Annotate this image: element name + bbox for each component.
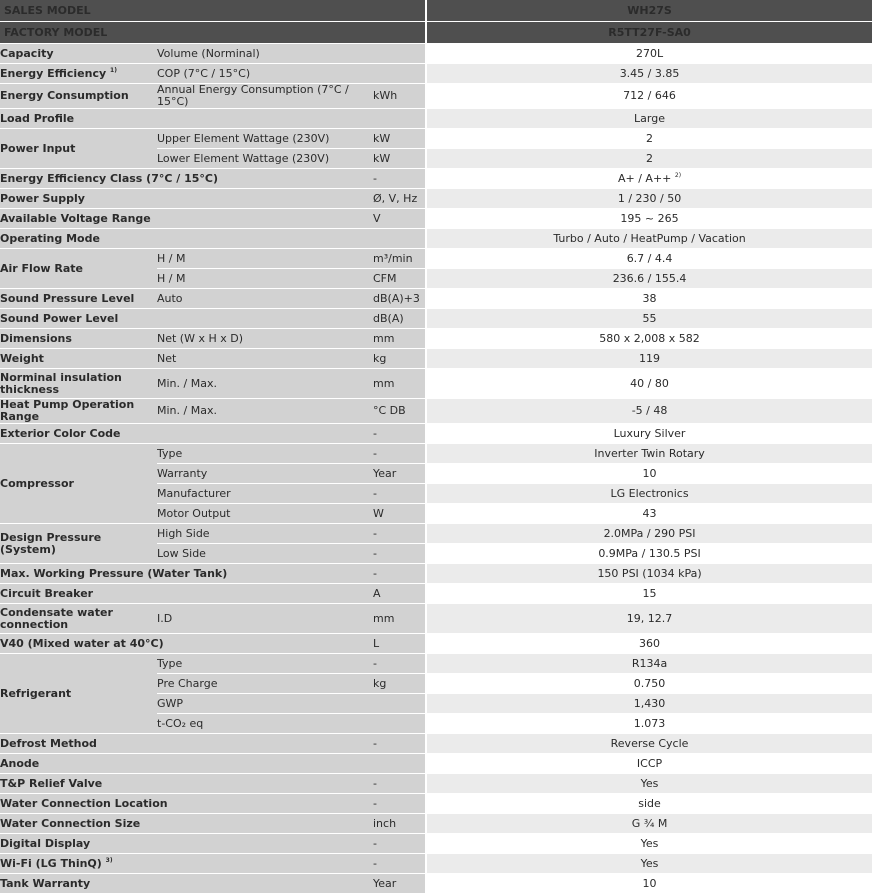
spec-sub: Auto — [157, 289, 373, 309]
spec-value: 10 — [426, 464, 872, 484]
spec-row-insulation — [0, 369, 872, 399]
spec-name-line-1: Norminal insulation — [0, 370, 122, 384]
spec-unit: - — [373, 544, 426, 564]
spec-name: Air Flow Rate — [0, 249, 157, 289]
spec-name: Weight — [0, 349, 157, 369]
spec-unit: dB(A)+3 — [373, 289, 426, 309]
factory-model-label: FACTORY MODEL — [0, 22, 426, 44]
spec-value: side — [426, 794, 872, 814]
spec-name: Anode — [0, 754, 373, 774]
spec-name: Capacity — [0, 44, 157, 64]
spec-sub: Motor Output — [157, 504, 373, 524]
factory-model-row — [0, 22, 872, 44]
spec-name: Available Voltage Range — [0, 209, 373, 229]
spec-row-sound-pressure — [0, 289, 872, 309]
spec-row-water-size — [0, 814, 872, 834]
spec-value: 1 / 230 / 50 — [426, 189, 872, 209]
footnote-marker: 3) — [105, 856, 113, 864]
spec-name: V40 (Mixed water at 40°C) — [0, 634, 373, 654]
spec-value: 55 — [426, 309, 872, 329]
spec-sub: High Side — [157, 524, 373, 544]
spec-value: -5 / 48 — [426, 399, 872, 424]
spec-sub: Annual Energy Consumption (7°C / 15°C) — [157, 84, 373, 109]
spec-sub: Type — [157, 444, 373, 464]
spec-name — [0, 854, 373, 874]
spec-name: Defrost Method — [0, 734, 373, 754]
spec-unit: - — [373, 794, 426, 814]
spec-row-energy-class — [0, 169, 872, 189]
spec-name: Energy Efficiency Class (7°C / 15°C) — [0, 169, 373, 189]
spec-unit: CFM — [373, 269, 426, 289]
spec-name — [0, 604, 157, 634]
spec-value: 150 PSI (1034 kPa) — [426, 564, 872, 584]
spec-sub — [157, 109, 373, 129]
spec-name: Power Supply — [0, 189, 373, 209]
spec-unit: - — [373, 424, 426, 444]
factory-model-value: R5TT27F-SA0 — [426, 22, 872, 44]
spec-value: 0.750 — [426, 674, 872, 694]
spec-name: Exterior Color Code — [0, 424, 373, 444]
spec-sub: Net — [157, 349, 373, 369]
spec-value: 1.073 — [426, 714, 872, 734]
spec-value: 10 — [426, 874, 872, 894]
spec-value — [426, 169, 872, 189]
spec-row-weight — [0, 349, 872, 369]
spec-name — [0, 369, 157, 399]
spec-name-line-1: Condensate water — [0, 605, 113, 619]
spec-value-text: A+ / A++ — [617, 171, 672, 185]
spec-value: 40 / 80 — [426, 369, 872, 399]
spec-row-compressor-type — [0, 444, 872, 464]
spec-value: 0.9MPa / 130.5 PSI — [426, 544, 872, 564]
spec-value: 580 x 2,008 x 582 — [426, 329, 872, 349]
spec-unit — [373, 714, 426, 734]
spec-unit: - — [373, 834, 426, 854]
spec-row-power-input-upper — [0, 129, 872, 149]
spec-row-wifi — [0, 854, 872, 874]
spec-sub: Upper Element Wattage (230V) — [157, 129, 373, 149]
spec-row-load-profile — [0, 109, 872, 129]
spec-row-refrigerant-type — [0, 654, 872, 674]
spec-row-energy-efficiency — [0, 64, 872, 84]
spec-row-operating-mode — [0, 229, 872, 249]
spec-value: Large — [426, 109, 872, 129]
spec-value: R134a — [426, 654, 872, 674]
spec-unit: L — [373, 634, 426, 654]
spec-name: Dimensions — [0, 329, 157, 349]
spec-value: 119 — [426, 349, 872, 369]
spec-value: Luxury Silver — [426, 424, 872, 444]
spec-row-max-pressure — [0, 564, 872, 584]
spec-sub: Net (W x H x D) — [157, 329, 373, 349]
spec-name: Circuit Breaker — [0, 584, 373, 604]
spec-name: Digital Display — [0, 834, 373, 854]
spec-name: Refrigerant — [0, 654, 157, 734]
spec-row-tank-warranty — [0, 874, 872, 894]
spec-unit: - — [373, 169, 426, 189]
spec-name: Heat Pump Operation Range — [0, 399, 157, 424]
spec-value: Turbo / Auto / HeatPump / Vacation — [426, 229, 872, 249]
sales-model-row — [0, 0, 872, 22]
spec-unit: inch — [373, 814, 426, 834]
spec-row-digital-display — [0, 834, 872, 854]
spec-unit: - — [373, 564, 426, 584]
spec-unit — [373, 229, 426, 249]
spec-unit: - — [373, 484, 426, 504]
spec-value: Yes — [426, 854, 872, 874]
spec-unit: mm — [373, 329, 426, 349]
spec-sub: Low Side — [157, 544, 373, 564]
spec-row-heat-pump-range — [0, 399, 872, 424]
spec-unit: kg — [373, 674, 426, 694]
spec-value: Inverter Twin Rotary — [426, 444, 872, 464]
spec-row-design-pressure-high — [0, 524, 872, 544]
spec-name: Operating Mode — [0, 229, 373, 249]
spec-value: 2 — [426, 149, 872, 169]
spec-name: Sound Power Level — [0, 309, 373, 329]
spec-unit: - — [373, 524, 426, 544]
spec-value: 195 ~ 265 — [426, 209, 872, 229]
spec-unit — [373, 109, 426, 129]
spec-value: 43 — [426, 504, 872, 524]
spec-unit: Ø, V, Hz — [373, 189, 426, 209]
spec-row-defrost — [0, 734, 872, 754]
spec-name-line-2: thickness — [0, 382, 60, 396]
spec-unit: W — [373, 504, 426, 524]
spec-name: Energy Consumption — [0, 84, 157, 109]
spec-sub: Warranty — [157, 464, 373, 484]
spec-sub: GWP — [157, 694, 373, 714]
spec-value: ICCP — [426, 754, 872, 774]
spec-unit: V — [373, 209, 426, 229]
spec-row-energy-consumption — [0, 84, 872, 109]
spec-unit: - — [373, 444, 426, 464]
spec-row-v40 — [0, 634, 872, 654]
spec-value: LG Electronics — [426, 484, 872, 504]
spec-name: Max. Working Pressure (Water Tank) — [0, 564, 373, 584]
spec-sub: H / M — [157, 249, 373, 269]
spec-value: 15 — [426, 584, 872, 604]
spec-name: Compressor — [0, 444, 157, 524]
spec-unit: dB(A) — [373, 309, 426, 329]
spec-value: 19, 12.7 — [426, 604, 872, 634]
spec-unit: A — [373, 584, 426, 604]
spec-unit: mm — [373, 369, 426, 399]
spec-name: Design Pressure (System) — [0, 524, 157, 564]
spec-row-power-supply — [0, 189, 872, 209]
spec-unit: kWh — [373, 84, 426, 109]
spec-unit: °C DB — [373, 399, 426, 424]
spec-sub: COP (7°C / 15°C) — [157, 64, 373, 84]
spec-unit — [373, 754, 426, 774]
spec-unit — [373, 694, 426, 714]
spec-name: Sound Pressure Level — [0, 289, 157, 309]
spec-row-dimensions — [0, 329, 872, 349]
spec-row-condensate — [0, 604, 872, 634]
spec-sub: t-CO₂ eq — [157, 714, 373, 734]
spec-sub: Min. / Max. — [157, 369, 373, 399]
spec-unit: mm — [373, 604, 426, 634]
spec-sub: H / M — [157, 269, 373, 289]
spec-unit: Year — [373, 874, 426, 894]
spec-row-sound-power — [0, 309, 872, 329]
spec-name: Power Input — [0, 129, 157, 169]
spec-name — [0, 64, 157, 84]
spec-row-circuit-breaker — [0, 584, 872, 604]
spec-row-air-flow-m3 — [0, 249, 872, 269]
spec-row-voltage-range — [0, 209, 872, 229]
spec-name: Water Connection Location — [0, 794, 373, 814]
spec-name-line-2: connection — [0, 617, 69, 631]
spec-row-capacity — [0, 44, 872, 64]
spec-sub: Type — [157, 654, 373, 674]
spec-row-water-location — [0, 794, 872, 814]
spec-unit: - — [373, 854, 426, 874]
spec-value: 712 / 646 — [426, 84, 872, 109]
spec-row-anode — [0, 754, 872, 774]
spec-value: Reverse Cycle — [426, 734, 872, 754]
spec-sub: Pre Charge — [157, 674, 373, 694]
spec-value: 38 — [426, 289, 872, 309]
spec-value: Yes — [426, 834, 872, 854]
spec-name: T&P Relief Valve — [0, 774, 373, 794]
spec-name: Water Connection Size — [0, 814, 373, 834]
spec-name-text: Energy Efficiency — [0, 66, 107, 80]
spec-value: 2.0MPa / 290 PSI — [426, 524, 872, 544]
spec-value: 236.6 / 155.4 — [426, 269, 872, 289]
spec-row-exterior-color — [0, 424, 872, 444]
spec-sub: Volume (Norminal) — [157, 44, 373, 64]
spec-unit: m³/min — [373, 249, 426, 269]
spec-sub: I.D — [157, 604, 373, 634]
spec-unit: Year — [373, 464, 426, 484]
spec-sub: Lower Element Wattage (230V) — [157, 149, 373, 169]
spec-unit: kg — [373, 349, 426, 369]
spec-row-tp-valve — [0, 774, 872, 794]
spec-unit: - — [373, 734, 426, 754]
spec-name: Tank Warranty — [0, 874, 373, 894]
spec-sub: Min. / Max. — [157, 399, 373, 424]
spec-sub: Manufacturer — [157, 484, 373, 504]
sales-model-label: SALES MODEL — [0, 0, 426, 22]
spec-unit: kW — [373, 129, 426, 149]
sales-model-value: WH27S — [426, 0, 872, 22]
footnote-marker: 1) — [110, 66, 117, 74]
spec-unit: kW — [373, 149, 426, 169]
spec-value: 270L — [426, 44, 872, 64]
spec-unit — [373, 64, 426, 84]
spec-unit: - — [373, 774, 426, 794]
footnote-marker: 2) — [674, 171, 682, 179]
spec-value: 360 — [426, 634, 872, 654]
spec-name-text: Wi-Fi (LG ThinQ) — [0, 856, 102, 870]
spec-value: 3.45 / 3.85 — [426, 64, 872, 84]
spec-value: 1,430 — [426, 694, 872, 714]
spec-unit — [373, 44, 426, 64]
spec-value: Yes — [426, 774, 872, 794]
spec-value: 6.7 / 4.4 — [426, 249, 872, 269]
spec-value: 2 — [426, 129, 872, 149]
spec-unit: - — [373, 654, 426, 674]
spec-name: Load Profile — [0, 109, 157, 129]
spec-value: G ¾ M — [426, 814, 872, 834]
